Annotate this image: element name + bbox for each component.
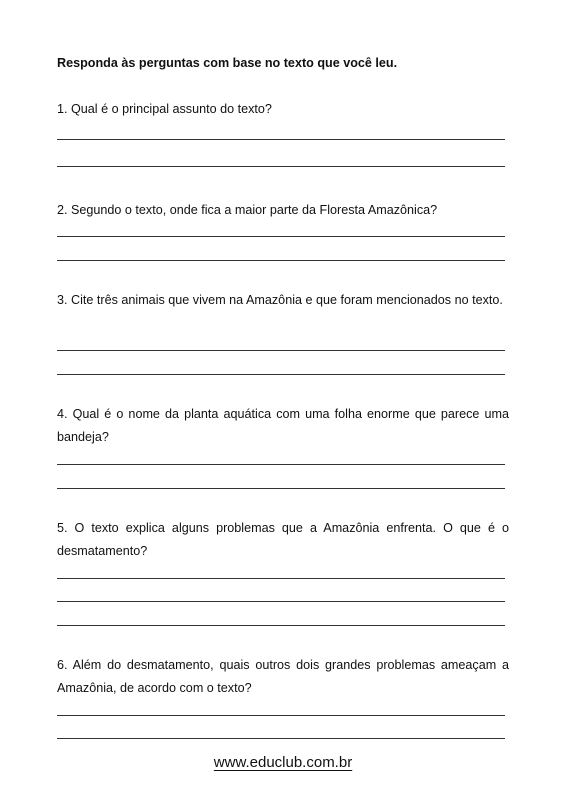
question-1: 1. Qual é o principal assunto do texto? — [57, 102, 272, 116]
answer-line[interactable] — [57, 374, 505, 375]
footer-website-link[interactable]: www.educlub.com.br — [213, 754, 353, 771]
answer-line[interactable] — [57, 139, 505, 140]
answer-line[interactable] — [57, 464, 505, 465]
question-2: 2. Segundo o texto, onde fica a maior parte da Floresta Amazônica? — [57, 203, 438, 217]
answer-line[interactable] — [57, 236, 505, 237]
answer-line[interactable] — [57, 166, 505, 167]
answer-line[interactable] — [57, 738, 505, 739]
answer-line[interactable] — [57, 260, 505, 261]
answer-line[interactable] — [57, 715, 505, 716]
answer-line[interactable] — [57, 601, 505, 602]
footer — [0, 753, 566, 773]
answer-line[interactable] — [57, 578, 505, 579]
question-3: 3. Cite três animais que vivem na Amazônia e que foram mencionados no texto. — [57, 293, 503, 307]
answer-line[interactable] — [57, 350, 505, 351]
answer-line[interactable] — [57, 625, 505, 626]
question-6: 6. Além do desmatamento, quais outros dois grandes problemas ameaçam a Amazônia, de acordo com o texto? — [57, 658, 509, 695]
question-5: 5. O texto explica alguns problemas que a Amazônia enfrenta. O que é o desmatamento? — [57, 521, 509, 558]
answer-line[interactable] — [57, 488, 505, 489]
instruction-heading: Responda às perguntas com base no texto que você leu. — [57, 56, 398, 70]
question-4: 4. Qual é o nome da planta aquática com uma folha enorme que parece uma bandeja? — [57, 407, 509, 444]
